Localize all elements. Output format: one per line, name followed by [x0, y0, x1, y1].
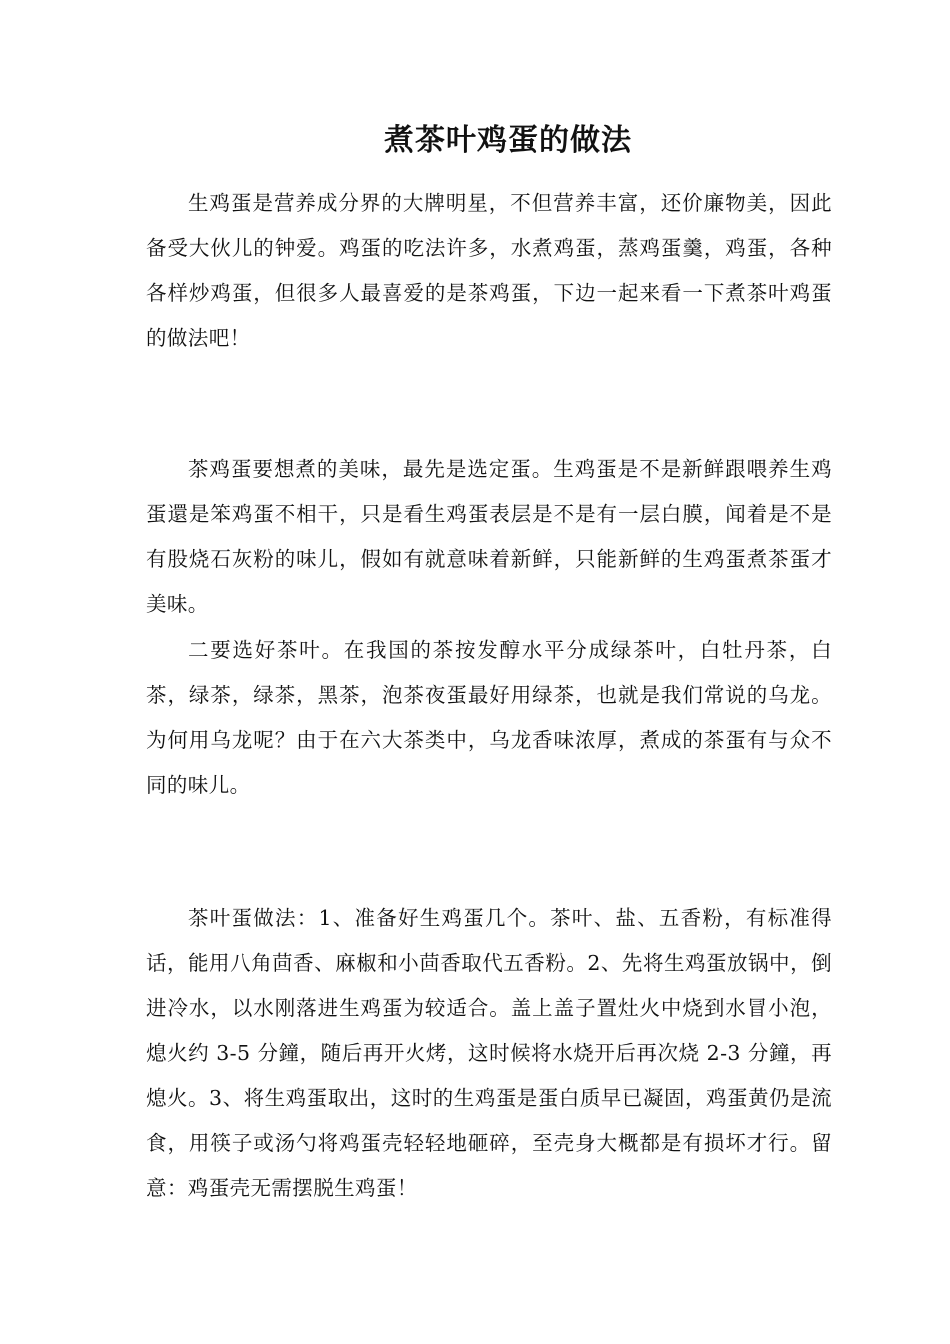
- paragraph-tea-selection: 二要选好茶叶。在我国的茶按发醇水平分成绿茶叶，白牡丹茶，白茶，绿茶，绿茶，黑茶，泡茶夜蛋最好用绿茶，也就是我们常说的乌龙。为何用乌龙呢？由于在六大茶类中，乌龙香味浓厚，煮成的茶蛋有与众不同的味儿。: [146, 638, 832, 797]
- paragraph-egg-selection: 茶鸡蛋要想煮的美味，最先是选定蛋。生鸡蛋是不是新鲜跟喂养生鸡蛋還是笨鸡蛋不相干，只是看生鸡蛋表层是不是有一层白膜，闻着是不是有股烧石灰粉的味儿，假如有就意味着新鲜，只能新鲜的生鸡蛋煮茶蛋才美味。: [146, 457, 832, 616]
- paragraph-intro: 生鸡蛋是营养成分界的大牌明星，不但营养丰富，还价廉物美，因此备受大伙儿的钟爱。鸡蛋的吃法许多，水煮鸡蛋，蒸鸡蛋羹，鸡蛋，各种各样炒鸡蛋，但很多人最喜爱的是茶鸡蛋，下边一起来看一下煮茶叶鸡蛋的做法吧！: [146, 191, 832, 350]
- document-title: 煮茶叶鸡蛋的做法: [384, 123, 632, 158]
- paragraph-method: 茶叶蛋做法：1、准备好生鸡蛋几个。茶叶、盐、五香粉，有标准得话，能用八角茴香、麻椒和小茴香取代五香粉。2、先将生鸡蛋放锅中，倒进冷水，以水刚落进生鸡蛋为较适合。盖上盖子置灶火中烧到水冒小泡，熄火约 3-5 分鐘，随后再开火烤，这时候将水烧开后再次烧 2-3 分鐘，再熄火。3、将生鸡蛋取出，这时的生鸡蛋是蛋白质早已凝固，鸡蛋黄仍是流食，用筷子或汤勺将鸡蛋壳轻轻地砸碎，至壳身大概都是有损坏才行。留意：鸡蛋壳无需摆脱生鸡蛋！: [146, 906, 832, 1200]
